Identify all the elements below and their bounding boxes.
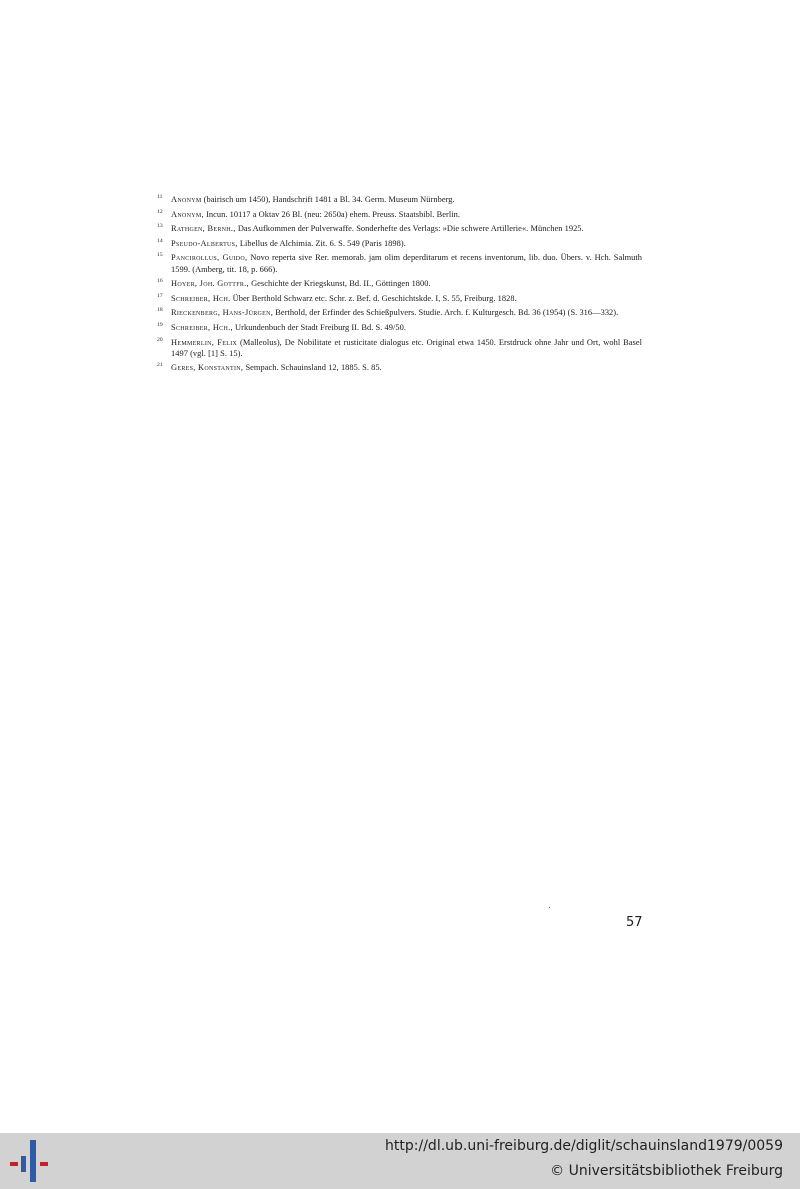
footnote-number: 20 <box>157 336 163 343</box>
footnote-number: 21 <box>157 362 163 369</box>
footnote-number: 18 <box>157 307 163 314</box>
footnote-author: Anonym <box>171 195 202 204</box>
footnote-19 <box>157 322 642 333</box>
footnote-13 <box>157 223 642 234</box>
footnote-11 <box>157 194 642 205</box>
ub-freiburg-logo-icon[interactable] <box>10 1140 50 1182</box>
footnote-text: Libellus de Alchimia. Zit. 6. S. 549 (Paris 1898). <box>237 238 406 248</box>
footnote-text: Sempach. Schauinsland 12, 1885. S. 85. <box>243 363 382 373</box>
footnote-21 <box>157 362 642 373</box>
footnote-author: Schreiber, Hch. <box>171 293 231 303</box>
footnote-text: (Malleolus), De Nobilitate et rusticitate dialogus etc. Original etwa 1450. Erstdruck ohne Jahr und Ort, wohl Basel 1497 (vgl. [1] S. 15). <box>171 337 642 358</box>
copyright-notice: © Universitätsbibliothek Freiburg <box>550 1163 783 1179</box>
footnote-17 <box>157 293 642 304</box>
logo-bar-left <box>10 1162 18 1166</box>
footnote-15 <box>157 252 642 274</box>
scan-speck <box>549 907 550 908</box>
logo-bar-right <box>40 1162 48 1166</box>
footnote-number: 19 <box>157 321 163 328</box>
footnote-author: Pseudo-Albertus, <box>171 238 238 248</box>
footnote-author: Hemmerlin, Felix <box>171 337 238 347</box>
footnote-number: 13 <box>157 223 163 230</box>
footnotes <box>157 194 642 377</box>
logo-bar-center <box>30 1140 36 1182</box>
permalink-url[interactable]: http://dl.ub.uni-freiburg.de/diglit/schauinsland1979/0059 <box>385 1138 783 1154</box>
page-number: 57 <box>626 915 643 930</box>
footnote-author: Rathgen, Bernh., <box>171 224 236 234</box>
footnote-text: Geschichte der Kriegskunst, Bd. II., Göttingen 1800. <box>248 279 431 289</box>
footnote-number: 14 <box>157 237 163 244</box>
footnote-number: 15 <box>157 252 163 259</box>
footnote-number: 12 <box>157 208 163 215</box>
footnote-text: Urkundenbuch der Stadt Freiburg II. Bd. S. 49/50. <box>232 322 406 332</box>
logo-bar-mid-left <box>21 1156 26 1172</box>
footnote-author: Schreiber, Hch., <box>171 322 233 332</box>
footnote-text: Incun. 10117 a Oktav 26 Bl. (neu: 2650a) ehem. Preuss. Staatsbibl. Berlin. <box>203 209 460 219</box>
footnote-12 <box>157 209 642 220</box>
footnote-20 <box>157 337 642 359</box>
footnote-author: Pancirollus, Guido, <box>171 253 248 263</box>
footnote-number: 11 <box>157 194 163 200</box>
footnote-author: Rieckenberg, Hans-Jürgen, <box>171 308 274 318</box>
footnote-text: Über Berthold Schwarz etc. Schr. z. Bef. d. Geschichtskde. I, S. 55, Freiburg. 1828. <box>230 293 517 303</box>
footnote-16 <box>157 278 642 289</box>
footnote-text: (bairisch um 1450), Handschrift 1481 a Bl. 34. Germ. Museum Nürnberg. <box>201 195 455 204</box>
footnote-author: Anonym, <box>171 209 204 219</box>
footnote-text: Das Aufkommen der Pulverwaffe. Sonderhefte des Verlags: »Die schwere Artillerie«. München 1925. <box>235 224 584 234</box>
footnote-text: Novo reperta sive Rer. memorab. jam olim deperditarum et recens inventorum, lib. duo. Übers. v. Hch. Salmuth 1599. (Amberg, tit. 18, p. 666). <box>171 253 643 274</box>
footnote-author: Hoyer, Joh. Gottfr., <box>171 279 249 289</box>
viewer-footer <box>0 1133 800 1189</box>
footnote-text: Berthold, der Erfinder des Schießpulvers. Studie. Arch. f. Kulturgesch. Bd. 36 (1954) (S. 316—332). <box>273 308 619 318</box>
footnote-14 <box>157 238 642 249</box>
footnote-author: Geres, Konstantin, <box>171 363 244 373</box>
footnote-number: 17 <box>157 292 163 299</box>
footnote-18 <box>157 307 642 318</box>
footnote-number: 16 <box>157 278 163 285</box>
